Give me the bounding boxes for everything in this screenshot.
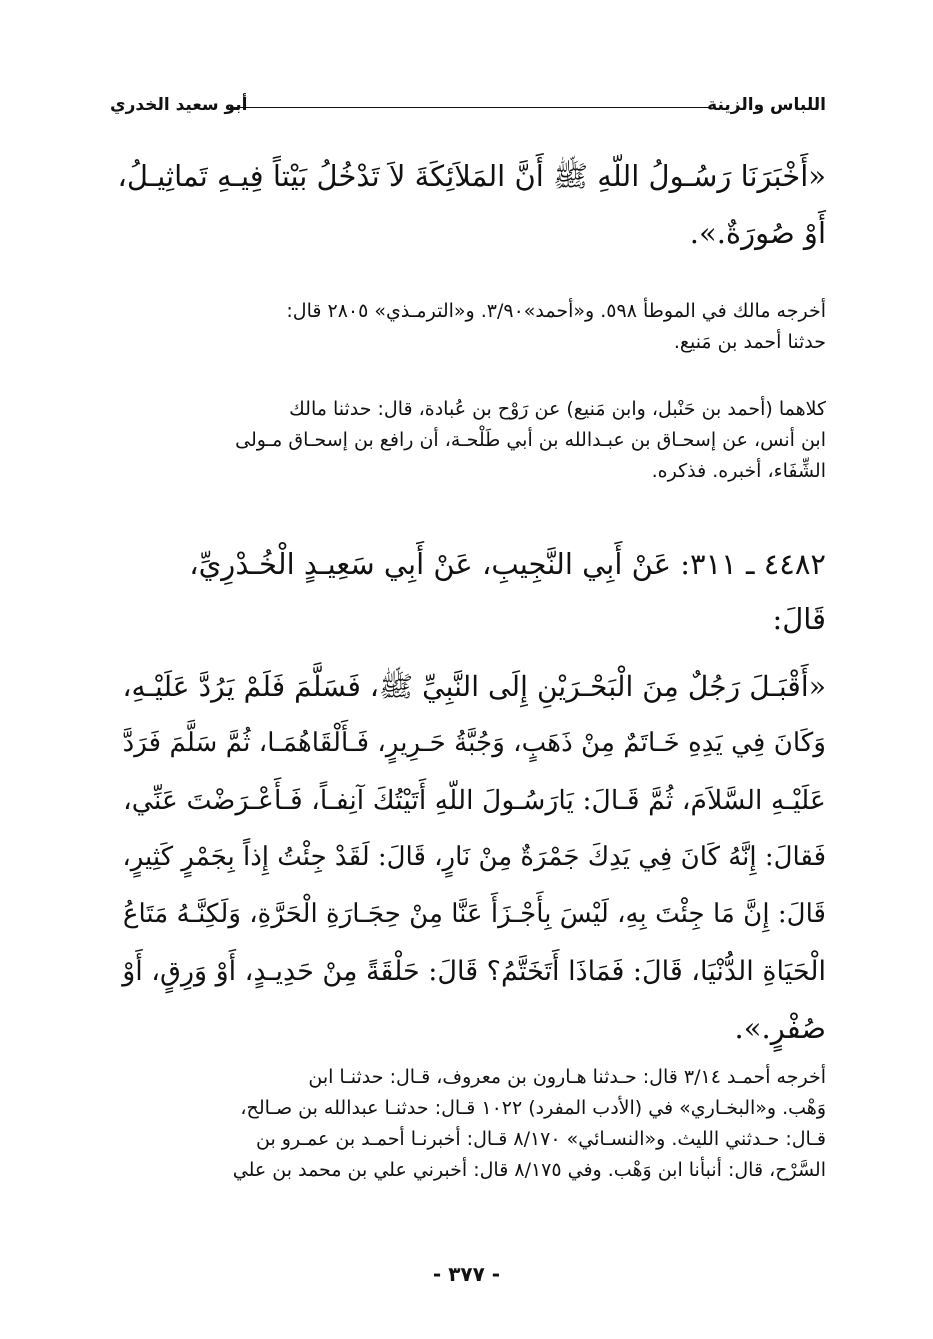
text-line: «أَخْبَرَنَا رَسُـولُ اللّهِ ﷺ أَنَّ المَلاَئِكَةَ لاَ تَدْخُلُ بَيْتاً فِيـهِ تَماثِيـلُ، [117,159,826,193]
text-line: وَهْب. و«البخـاري» في (الأدب المفرد) ١٠٢٢ قـال: حدثنـا عبدالله بن صـالح، [240,1097,826,1119]
text-line: عَلَيْـهِ السَّلاَمَ، ثُمَّ قَـالَ: يَارَسُـولَ اللّهِ أَتَيْتُكَ آنِفـاً، فَـأَعْـرَضْتَ عَنِّي، [123,785,826,816]
text-line: ٤٤٨٢ ـ ٣١١: عَنْ أَبِي النَّجِيبِ، عَنْ أَبِي سَعِيـدٍ الْخُـدْرِيِّ، [189,547,826,581]
page-number: - ٣٧٧ - [432,1262,501,1286]
text-line: كلاهما (أحمد بن حَنْبل، وابن مَنيع) عن رَوْح بن عُبادة، قال: حدثنا مالك [289,398,826,420]
text-line: قـال: حـدثني الليث. و«النسـائي» ٨/١٧٠ قـال: أخبرنـا أحمـد بن عمـرو بن [256,1128,826,1150]
takhrij-paragraph-1 [108,296,826,358]
takhrij-paragraph-3 [108,1062,826,1186]
text-line: «أَقْبَـلَ رَجُلٌ مِنَ الْبَحْـرَيْنِ إِلَى النَّبِيِّ ﷺ، فَسَلَّمَ فَلَمْ يَرُدَّ عَلَيْـهِ، [122,670,826,703]
section-title: أبو سعيد الخدري [110,95,248,115]
text-line: حدثنا أحمد بن مَنيع. [673,331,826,353]
hadith-text-2 [108,658,826,1057]
text-line: أخرجه مالك في الموطأ ٥٩٨. و«أحمد»٣/٩٠. و«الترمـذي» ٢٨٠٥ قال: [286,300,826,322]
text-line: السَّرْح، قال: أنبأنا ابن وَهْب. وفي ٨/١٧٥ قال: أخبرني علي بن محمد بن علي [232,1159,826,1181]
takhrij-paragraph-2 [108,394,826,487]
text-line: الْحَيَاةِ الدُّنْيَا، قَالَ: فَمَاذَا أَتَخَتَّمُ؟ قَالَ: حَلْقَةً مِنْ حَدِيـدٍ، أَوْ وَرِقٍ، أَوْ [122,956,826,987]
text-line: قَالَ: [772,602,826,636]
chapter-title: اللباس والزينة [707,95,826,115]
text-line: فَقالَ: إِنَّهُ كَانَ فِي يَدِكَ جَمْرَةٌ مِنْ نَارٍ، قَالَ: لَقَدْ جِئْتُ إِذاً بِجَمْرٍ كَثِيرٍ، [122,842,826,872]
hadith-isnad [108,537,826,647]
text-line: أَوْ صُورَةٌ.». [689,216,826,250]
text-line: وَكَانَ فِي يَدِهِ خَـاتَمٌ مِنْ ذَهَبٍ، وَجُبَّةُ حَـرِيرٍ، فَـأَلْقَاهُمَـا، ثُمَّ سَلَّمَ فَرَدَّ [122,728,826,758]
text-line: قَالَ: إِنَّ مَا جِئْتَ بِهِ، لَيْسَ بِأَجْـزَأَ عَنَّا مِنْ حِجَـارَةِ الْحَرَّةِ، وَلَكِنَّـهُ مَتَاعُ [122,899,826,929]
text-line: صُفْرٍ.». [734,1011,826,1045]
running-header [110,95,826,131]
text-line: ابن أنس، عن إسحـاق بن عبـدالله بن أبي طَلْحـة، أن رافع بن إسحـاق مـولى [235,429,826,451]
hadith-text-1 [108,148,826,262]
text-line: الشِّفَاء، أخبره. فذكره. [651,460,826,482]
text-line: أخرجه أحمـد ٣/١٤ قال: حـدثنا هـارون بن معروف، قـال: حدثنـا ابن [308,1066,826,1088]
header-rule [230,107,711,108]
